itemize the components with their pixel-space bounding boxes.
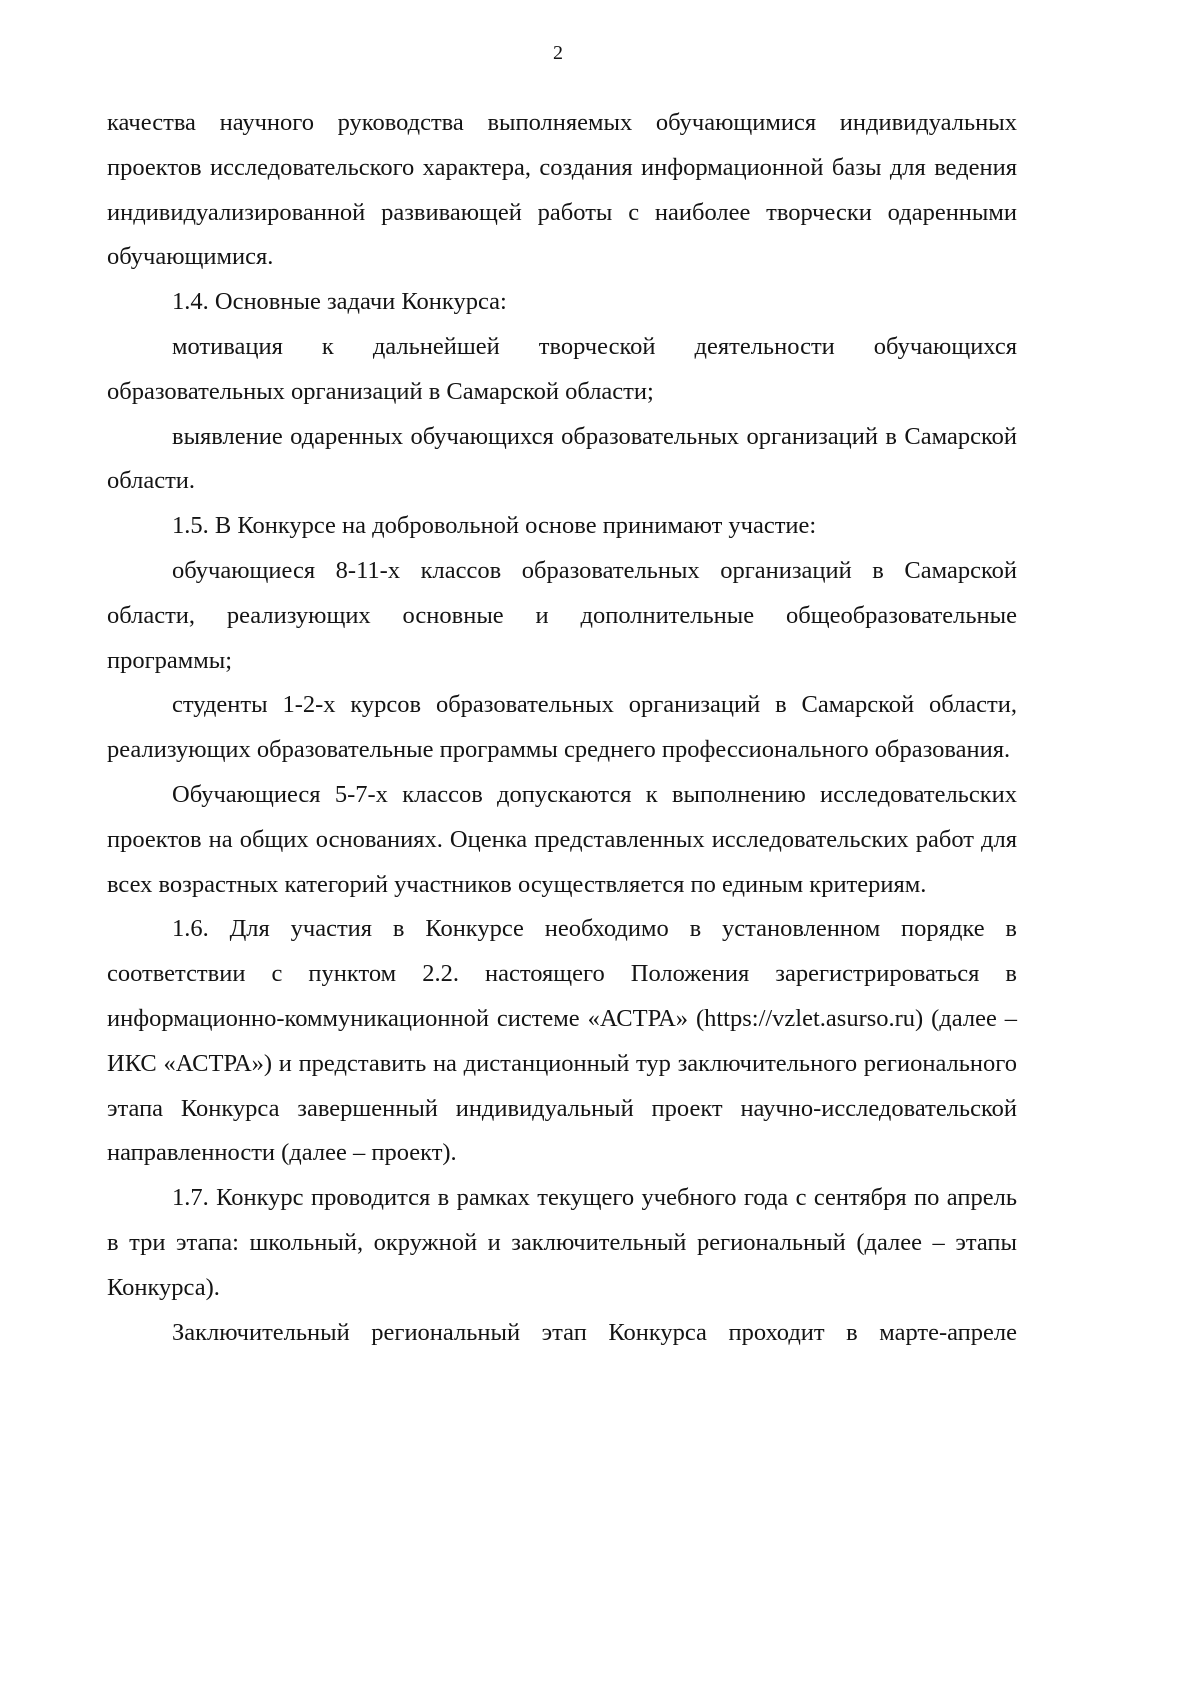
paragraph-younger-pupils: Обучающиеся 5-7-х классов допускаются к выполнению исследовательских проектов на общих основаниях. Оценка представленных исследовательских работ для всех возрастных категорий участников осуществляется по единым критериям. [107,780,1017,898]
paragraph-continuation: качества научного руководства выполняемых обучающимися индивидуальных проектов исследовательского характера, создания информационной базы для ведения индивидуализированной развивающей работы с наиболее творчески одаренными обучающимися. [107,109,1017,271]
paragraph-1-7-stages: 1.7. Конкурс проводится в рамках текущего учебного года с сентября по апрель в три этапа: школьный, окружной и заключительный региональный (далее – этапы Конкурса). [107,1184,1017,1301]
paragraph-participants-students: студенты 1-2-х курсов образовательных организаций в Самарской области, реализующих образовательные программы среднего профессионального образования. [107,691,1017,764]
paragraph-1-5-heading: 1.5. В Конкурсе на добровольной основе принимают участие: [172,512,817,540]
page-number: 2 [553,42,563,64]
paragraph-1-6-registration: 1.6. Для участия в Конкурсе необходимо в установленном порядке в соответствии с пунктом 2.2. настоящего Положения зарегистрироваться в информационно-коммуникационной системе «АСТРА» (https://vzlet.asurso.ru) (далее – ИКС «АСТРА») и представить на дистанционный тур заключительного регионального этапа Конкурса завершенный индивидуальный проект научно-исследовательской направленности (далее – проект). [107,915,1017,1167]
paragraph-participants-pupils: обучающиеся 8-11-х классов образовательных организаций в Самарской области, реализующих основные и дополнительные общеобразовательные программы; [107,556,1017,674]
paragraph-task-motivation: мотивация к дальнейшей творческой деятельности обучающихся образовательных организаций в Самарской области; [107,332,1017,405]
paragraph-task-identification: выявление одаренных обучающихся образовательных организаций в Самарской области. [107,422,1017,495]
document-body [107,101,1017,1355]
paragraph-final-stage: Заключительный региональный этап Конкурса проходит в марте-апреле [172,1318,1017,1346]
paragraph-1-4-heading: 1.4. Основные задачи Конкурса: [172,288,507,316]
